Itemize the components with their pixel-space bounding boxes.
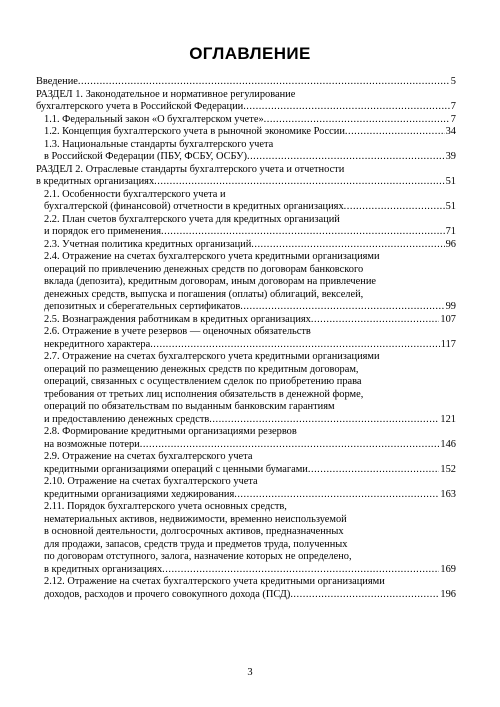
- toc-entry-text: денежных средств, выпуска и погашения (оплаты) облигаций, векселей,: [44, 288, 364, 300]
- dot-leader: [311, 314, 440, 327]
- toc-page-number: 51: [445, 201, 456, 212]
- toc-entry-text: в Российской Федерации (ПБУ, ФСБУ, ОСБУ): [44, 151, 247, 162]
- toc-entry[interactable]: [36, 451, 456, 476]
- dot-leader: [264, 114, 450, 127]
- dot-leader: [247, 151, 445, 164]
- toc-entry[interactable]: [36, 164, 456, 189]
- toc-entry-text: операций, связанных с осуществлением сделок по приобретению права: [44, 376, 362, 387]
- toc-entry-text: 2.9. Отражение на счетах бухгалтерского учета: [44, 451, 253, 462]
- toc-entry[interactable]: [36, 89, 456, 114]
- dot-leader: [234, 489, 439, 502]
- toc-entry[interactable]: [36, 426, 456, 451]
- toc-entry-text: 2.5. Вознаграждения работникам в кредитных организациях: [44, 313, 311, 325]
- dot-leader: [140, 439, 440, 452]
- toc-page-number: 51: [445, 176, 456, 187]
- dot-leader: [290, 589, 439, 602]
- toc-entry-text: 2.7. Отражение на счетах бухгалтерского учета кредитными организациями: [44, 351, 380, 362]
- toc-page-number: 121: [440, 413, 456, 425]
- toc-entry-text: некредитного характера: [44, 338, 151, 350]
- toc-entry[interactable]: [36, 239, 456, 252]
- toc-page-number: 34: [445, 126, 456, 137]
- dot-leader: [344, 201, 445, 214]
- toc-entry[interactable]: [36, 189, 456, 214]
- toc-entry[interactable]: [36, 476, 456, 501]
- page-number: 3: [247, 667, 253, 678]
- toc-page-number: 96: [445, 238, 456, 250]
- toc-entry-text: для продажи, запасов, средств труда и предметов труда, полученных: [44, 538, 348, 550]
- toc-entry-text: и порядок его применения: [44, 226, 162, 237]
- toc-entry-text: 2.11. Порядок бухгалтерского учета основных средств,: [44, 501, 287, 512]
- toc-entry[interactable]: [36, 326, 456, 351]
- toc-entry-text: на возможные потери: [44, 438, 140, 450]
- toc-entry[interactable]: [36, 214, 456, 239]
- toc-entry[interactable]: [36, 251, 456, 314]
- toc-entry-text: РАЗДЕЛ 2. Отраслевые стандарты бухгалтерского учета и отчетности: [36, 163, 345, 175]
- toc-entry-text: депозитных и сберегательных сертификатов: [44, 301, 241, 312]
- toc-entry-text: требования от третьих лиц исполнения обязательств в денежной форме,: [44, 388, 364, 400]
- toc-entry-text: 2.10. Отражение на счетах бухгалтерского учета: [44, 476, 258, 487]
- dot-leader: [150, 339, 440, 352]
- dot-leader: [251, 239, 444, 252]
- toc-entry-text: 2.8. Формирование кредитными организациями резервов: [44, 426, 297, 437]
- toc-entry-text: 2.6. Отражение в учете резервов — оценочных обязательств: [44, 326, 311, 337]
- toc-entry-text: операций по размещению денежных средств по кредитным договорам,: [44, 363, 359, 375]
- toc-entry-text: доходов, расходов и прочего совокупного дохода (ПСД): [44, 588, 291, 600]
- toc-entry-text: кредитными организациями операций с ценными бумагами: [44, 463, 308, 475]
- toc-page-number: 39: [445, 151, 456, 162]
- toc-page-number: 7: [450, 101, 456, 112]
- toc-page-number: 146: [440, 438, 456, 450]
- toc-page-number: 196: [440, 588, 456, 600]
- toc-entry-text: 1.2. Концепция бухгалтерского учета в рыночной экономике России: [44, 126, 345, 137]
- toc-entry-text: вклада (депозита), кредитным договорам, иным договорам на привлечение: [44, 276, 377, 287]
- toc-entry-text: в кредитных организациях: [36, 176, 155, 187]
- toc-entry-text: 1.3. Национальные стандарты бухгалтерского учета: [44, 138, 274, 150]
- toc-entry-text: 2.2. План счетов бухгалтерского учета для кредитных организаций: [44, 213, 340, 225]
- toc-entry-text: операций по обязательствам по выданным банковским гарантиям: [44, 401, 335, 412]
- toc-entry-text: Введение: [36, 76, 78, 87]
- toc-entry[interactable]: [36, 76, 456, 89]
- toc-page-number: 5: [450, 76, 456, 87]
- dot-leader: [308, 464, 440, 477]
- toc-entry[interactable]: [36, 314, 456, 327]
- dot-leader: [78, 76, 450, 89]
- toc-entry-text: бухгалтерского учета в Российской Федерации: [36, 101, 244, 112]
- toc-page-number: 152: [440, 463, 456, 475]
- toc-entry-text: РАЗДЕЛ 1. Законодательное и нормативное регулирование: [36, 88, 296, 100]
- toc-entry-text: по договорам отступного, залога, назначение которых не определено,: [44, 551, 352, 562]
- toc-entry-text: кредитными организациями хеджирования: [44, 488, 235, 500]
- toc-entry[interactable]: [36, 139, 456, 164]
- dot-leader: [240, 301, 444, 314]
- toc-entry-text: нематериальных активов, недвижимости, временно неиспользуемой: [44, 513, 347, 525]
- toc-entry[interactable]: [36, 114, 456, 127]
- table-of-contents: [36, 76, 456, 601]
- dot-leader: [243, 101, 450, 114]
- toc-entry-text: 2.3. Учетная политика кредитных организаций: [44, 238, 252, 250]
- toc-entry-text: 1.1. Федеральный закон «О бухгалтерском учете»: [44, 113, 264, 125]
- toc-page-number: 107: [440, 313, 456, 325]
- dot-leader: [209, 414, 439, 427]
- dot-leader: [162, 564, 439, 577]
- toc-page-number: 7: [450, 113, 456, 125]
- page-title: ОГЛАВЛЕНИЕ: [189, 44, 311, 63]
- toc-page-number: 169: [440, 563, 456, 575]
- toc-page-number: 163: [440, 488, 456, 500]
- dot-leader: [345, 126, 445, 139]
- toc-entry-text: и предоставлению денежных средств: [44, 413, 210, 425]
- toc-page-number: 117: [440, 338, 456, 350]
- toc-page-number: 71: [445, 226, 456, 237]
- toc-entry[interactable]: [36, 501, 456, 576]
- toc-entry[interactable]: [36, 351, 456, 426]
- dot-leader: [154, 176, 444, 189]
- toc-entry-text: 2.12. Отражение на счетах бухгалтерского учета кредитными организациями: [44, 576, 385, 587]
- toc-page-number: 99: [445, 301, 456, 312]
- toc-entry-text: 2.1. Особенности бухгалтерского учета и: [44, 188, 226, 200]
- toc-entry-text: 2.4. Отражение на счетах бухгалтерского учета кредитными организациями: [44, 251, 380, 262]
- toc-entry-text: в основной деятельности, долгосрочных активов, предназначенных: [44, 526, 344, 537]
- dot-leader: [161, 226, 445, 239]
- toc-entry-text: в кредитных организациях: [44, 563, 163, 575]
- toc-entry-text: бухгалтерской (финансовой) отчетности в кредитных организациях: [44, 201, 344, 212]
- toc-entry[interactable]: [36, 576, 456, 601]
- toc-entry[interactable]: [36, 126, 456, 139]
- toc-entry-text: операций по привлечению денежных средств по договорам банковского: [44, 263, 364, 275]
